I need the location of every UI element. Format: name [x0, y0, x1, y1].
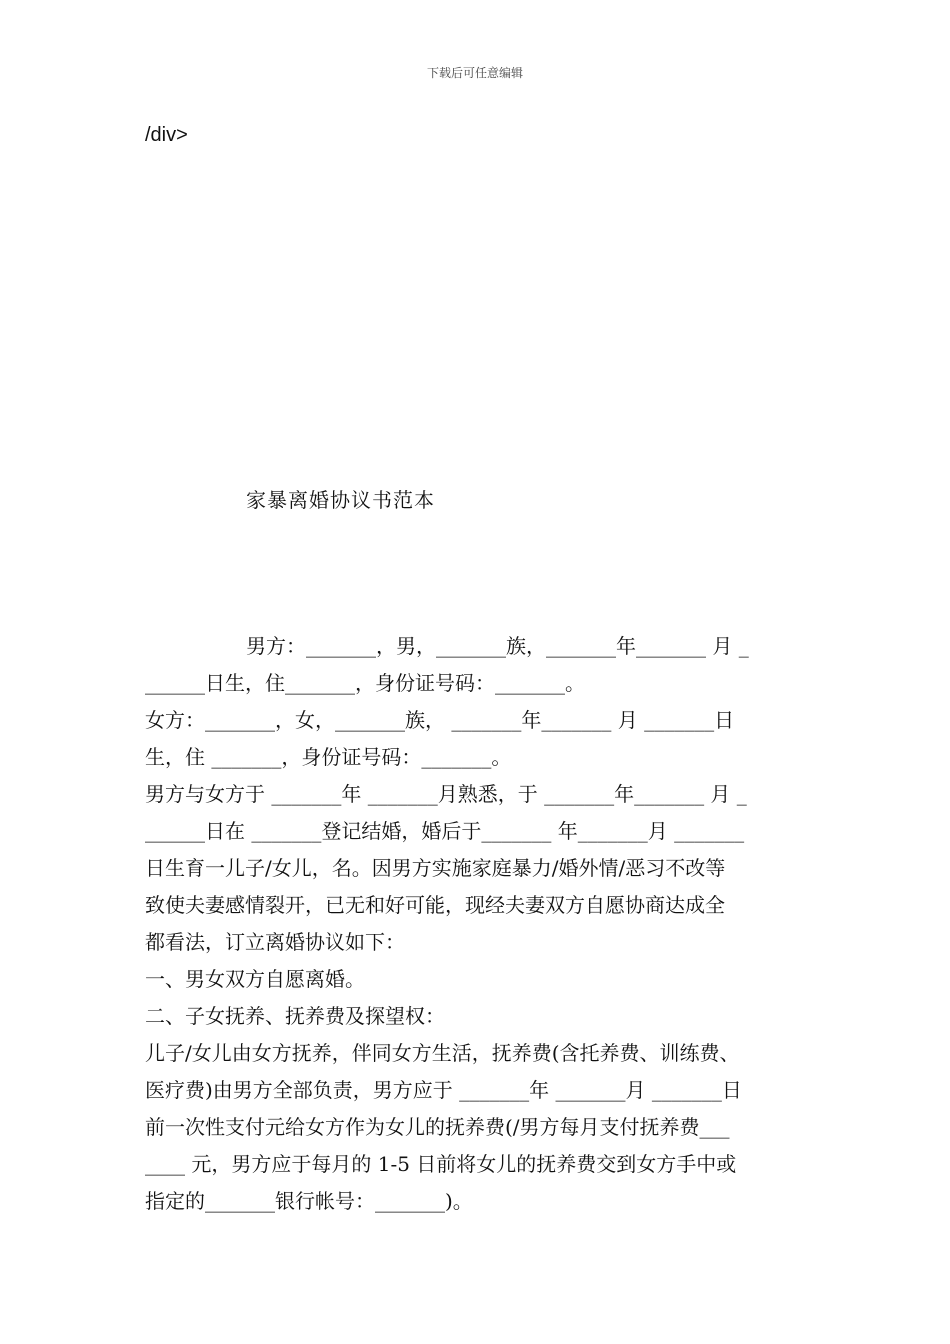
clause-1: 一、男女双方自愿离婚。 — [145, 967, 365, 991]
body-line: 指定的_______银行帐号：_______)。 — [145, 1189, 473, 1213]
body-line: 都看法，订立离婚协议如下： — [145, 930, 405, 954]
stray-markup-text: /div> — [145, 124, 188, 146]
body-line: 男方与女方于 _______年 _______月熟悉，于 _______年_______ 月 _ — [145, 782, 747, 806]
body-line: 医疗费)由男方全部负责，男方应于 _______年 _______月 _______日 — [145, 1078, 742, 1102]
body-line: ______日在 _______登记结婚，婚后于_______ 年_______月 _______ — [145, 819, 745, 843]
page-header-note: 下载后可任意编辑 — [426, 66, 523, 80]
clause-2-heading: 二、子女抚养、抚养费及探望权： — [145, 1004, 445, 1028]
body-line: 前一次性支付元给女方作为女儿的抚养费(/男方每月支付抚养费___ — [145, 1115, 730, 1139]
body-line: ____ 元，男方应于每月的 1-5 日前将女儿的抚养费交到女方手中或 — [145, 1152, 737, 1176]
body-line: 日生育一儿子/女儿，名。因男方实施家庭暴力/婚外情/恶习不改等 — [145, 856, 726, 880]
body-line: 儿子/女儿由女方抚养，伴同女方生活，抚养费(含托养费、训练费、 — [145, 1041, 740, 1065]
body-line: 生，住 _______，身份证号码：_______。 — [145, 745, 512, 769]
body-line: 女方：_______，女，_______族， _______年_______ 月 _______日 — [145, 708, 735, 732]
body-line: ______日生，住_______，身份证号码：_______。 — [145, 671, 585, 695]
body-line: 男方：_______，男，_______族，_______年_______ 月 _ — [246, 634, 749, 658]
body-line: 致使夫妻感情裂开，已无和好可能，现经夫妻双方自愿协商达成全 — [145, 893, 725, 917]
document-title: 家暴离婚协议书范本 — [246, 488, 435, 512]
